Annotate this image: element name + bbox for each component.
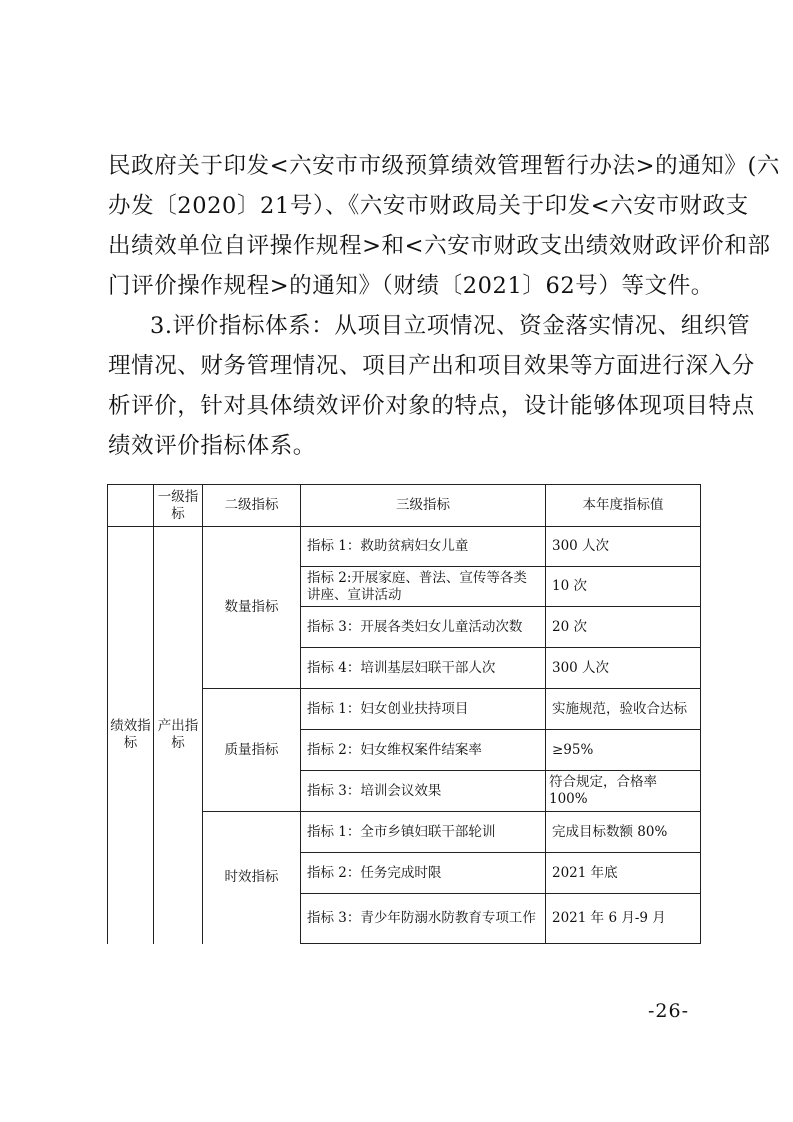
body-line: 民政府关于印发<六安市市级预算绩效管理暂行办法>的通知》(六 (108, 153, 780, 179)
value-cell: 20 次 (546, 607, 701, 648)
table-row (108, 527, 701, 567)
indicator-cell: 指标 2:开展家庭、普法、宣传等各类讲座、宣讲活动 (301, 567, 546, 607)
level-2-cell: 数量指标 (203, 527, 301, 689)
page-number: -26- (648, 1000, 690, 1022)
indicator-cell: 指标 1：救助贫病妇女儿童 (301, 527, 546, 567)
level-1-cell: 产出指标 (154, 527, 203, 944)
header-cell: 一级指标 (154, 485, 203, 527)
header-cell (108, 485, 154, 527)
body-line: 门评价操作规程>的通知》（财绩〔2021〕62号）等文件。 (108, 273, 714, 299)
indicator-cell: 指标 3：培训会议效果 (301, 771, 546, 812)
value-cell: 符合规定，合格率 100% (546, 771, 701, 812)
indicator-cell: 指标 1：全市乡镇妇联干部轮训 (301, 812, 546, 853)
level-2-cell: 时效指标 (203, 812, 301, 944)
indicator-cell: 指标 4：培训基层妇联干部人次 (301, 648, 546, 689)
indicator-cell: 指标 3：开展各类妇女儿童活动次数 (301, 607, 546, 648)
level-0-cell: 绩效指标 (108, 527, 154, 944)
table-header-row (108, 485, 701, 527)
value-cell: 2021 年底 (546, 853, 701, 894)
indicator-cell: 指标 2：任务完成时限 (301, 853, 546, 894)
indicator-table (107, 484, 701, 944)
body-line: 绩效评价指标体系。 (108, 433, 316, 459)
body-line: 出绩效单位自评操作规程>和<六安市财政支出绩效财政评价和部 (108, 233, 771, 259)
body-line: 办发〔2020〕21号）、《六安市财政局关于印发<六安市财政支 (108, 193, 749, 219)
level-2-cell: 质量指标 (203, 689, 301, 812)
indicator-cell: 指标 1：妇女创业扶持项目 (301, 689, 546, 730)
header-cell: 二级指标 (203, 485, 301, 527)
value-cell: 实施规范，验收合达标 (546, 689, 701, 730)
value-cell: 10 次 (546, 567, 701, 607)
value-cell: 2021 年 6 月-9 月 (546, 894, 701, 944)
body-line: 3.评价指标体系：从项目立项情况、资金落实情况、组织管 (150, 313, 751, 339)
header-cell: 三级指标 (301, 485, 546, 527)
body-line: 理情况、财务管理情况、项目产出和项目效果等方面进行深入分 (108, 353, 755, 379)
value-cell: 完成目标数额 80% (546, 812, 701, 853)
indicator-cell: 指标 2：妇女维权案件结案率 (301, 730, 546, 771)
value-cell: ≥95% (546, 730, 701, 771)
value-cell: 300 人次 (546, 527, 701, 567)
header-cell: 本年度指标值 (546, 485, 701, 527)
value-cell: 300 人次 (546, 648, 701, 689)
body-line: 析评价，针对具体绩效评价对象的特点，设计能够体现项目特点 (108, 393, 755, 419)
indicator-cell: 指标 3：青少年防溺水防教育专项工作 (301, 894, 546, 944)
